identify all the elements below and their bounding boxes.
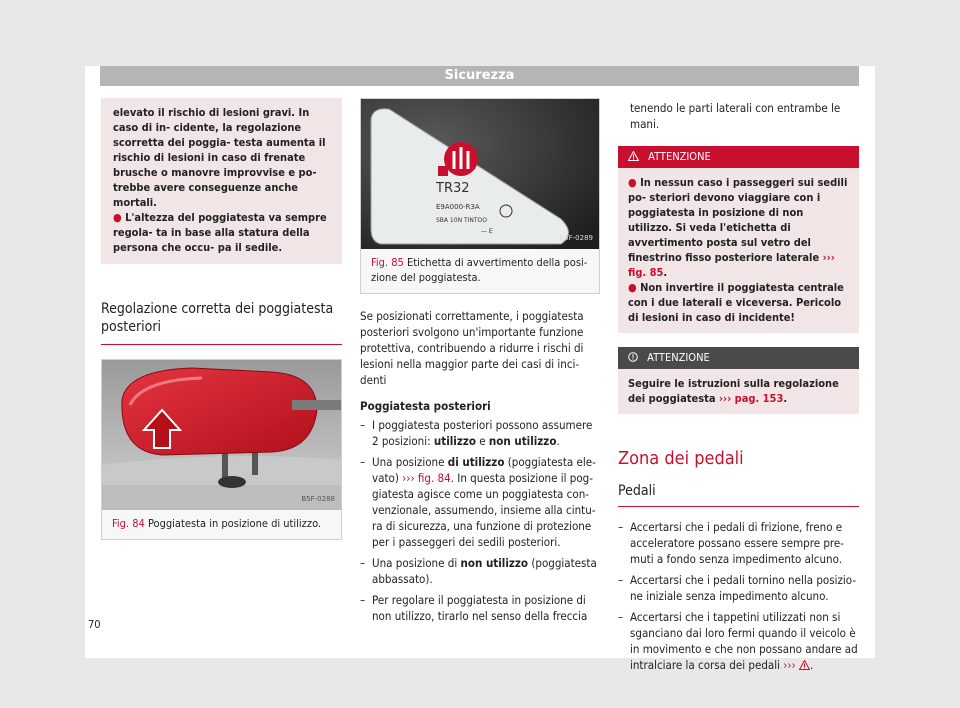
list-item: – Una posizione di non utilizzo (poggiatesta abbassato). [360, 555, 600, 587]
attention-header: ATTENZIONE [618, 146, 859, 168]
list-item: – Accertarsi che i tappetini utilizzati non si sganciano dai loro fermi quando il veicolo è in movimento e che non possano andare ad intralciare la corsa dei pedali ››› . [618, 609, 859, 673]
warning-bullet: ● L'altezza del poggiatesta va sempre regola- ta in base alla statura della persona che occu- pa il sedile. [113, 211, 327, 254]
attention-body [618, 168, 859, 333]
figure-caption: Fig. 84 Poggiatesta in posizione di utilizzo. [112, 517, 322, 530]
attention-body: Seguire le istruzioni sulla regolazione dei poggiatesta ››› pag. 153. [618, 369, 859, 414]
warning-continuation [101, 98, 342, 264]
figure-85 [360, 98, 600, 294]
attention-bullet: ● Non invertire il poggiatesta centrale con i due laterali e viceversa. Pericolo di lesioni in caso di incidente! [628, 281, 844, 324]
info-circle-icon [628, 347, 638, 369]
figure-number[interactable]: Fig. 84 [112, 517, 145, 530]
warning-triangle-icon[interactable] [799, 657, 810, 673]
label-line-2: E9A000-R3A [436, 203, 480, 211]
list-item: – Una posizione di utilizzo (poggiatesta ele- vato) ››› fig. 84. In questa posizione il pog- giatesta agisce come un poggiatesta con- venzionale, assumendo, insieme alla cintu- ra di sicurezza, una funzione di protezione per i passeggeri dei sedili posteriori. [360, 454, 600, 550]
section-title: Regolazione corretta dei poggiatesta posteriori [101, 300, 342, 345]
page-number: 70 [88, 618, 101, 631]
label-line-4: — E [481, 228, 493, 235]
figure-link[interactable]: ››› fig. 85 [628, 251, 835, 279]
bullet-icon: ● [113, 211, 122, 224]
figure-link[interactable]: ››› fig. 84 [402, 471, 451, 485]
bullet-icon: ● [628, 176, 637, 189]
figure-84 [101, 359, 342, 540]
paragraph: Se posizionati correttamente, i poggiatesta posteriori svolgono un'importante funzione protettiva, contribuendo a ridurre i rischi di lesioni nella maggior parte dei casi di inci- denti [360, 309, 584, 387]
headrest-image [102, 360, 341, 510]
label-line-1: TR32 [436, 181, 470, 196]
figure-caption: Fig. 85 Etichetta di avvertimento della posi- zione del poggiatesta. [371, 256, 588, 284]
figure-code: B5F-0289 [559, 234, 593, 242]
subsection-title: Pedali [618, 482, 859, 507]
headrest-illustration [102, 360, 341, 510]
window-label-illustration [361, 99, 599, 249]
bullet-icon: ● [628, 281, 637, 294]
warning-triangle-icon [628, 146, 639, 168]
figure-code: B5F-0288 [301, 495, 335, 503]
section-title: Zona dei pedali [618, 448, 744, 469]
attention-bullet: ● In nessun caso i passeggeri sui sedili po- steriori devono viaggiare con i poggiatesta in posizione di non utilizzo. Si veda l'etichetta di avvertimento posta sul vetro del finestrino fisso posteriore laterale ››› fig. 85. [628, 176, 848, 279]
warning-tail-text: elevato il rischio di lesioni gravi. In caso di in- cidente, la regolazione scorretta dei poggia- testa aumenta il rischio di lesioni in caso di frenate brusche o manovre improvvise e po- trebbe avere conseguenze anche mortali. [113, 106, 326, 209]
attention-header: ATTENZIONE [618, 347, 859, 369]
warning-link[interactable]: ››› [783, 658, 796, 672]
list-item: – Accertarsi che i pedali tornino nella posizio- ne iniziale senza impedimento alcuno. [618, 572, 859, 604]
label-image [361, 99, 599, 249]
subheading: Poggiatesta posteriori [360, 399, 491, 413]
label-line-3: SBA 10N TINTOO [436, 217, 487, 224]
column-right [618, 98, 859, 673]
attention-box-1 [618, 146, 859, 333]
list-item: – Accertarsi che i pedali di frizione, freno e acceleratore possano essere sempre pre- muti a fondo senza impedimento alcuno. [618, 519, 859, 567]
figure-number[interactable]: Fig. 85 [371, 256, 404, 269]
continuation-text: tenendo le parti laterali con entrambe le mani. [630, 101, 841, 131]
attention-box-2 [618, 347, 859, 414]
page-link[interactable]: ››› pag. 153 [718, 392, 784, 405]
column-middle [360, 98, 600, 624]
page-header: Sicurezza [100, 66, 859, 86]
column-left [101, 98, 342, 540]
list-item: – I poggiatesta posteriori possono assumere 2 posizioni: utilizzo e non utilizzo. [360, 417, 600, 449]
list-item: – Per regolare il poggiatesta in posizione di non utilizzo, tirarlo nel senso della freccia [360, 592, 600, 624]
